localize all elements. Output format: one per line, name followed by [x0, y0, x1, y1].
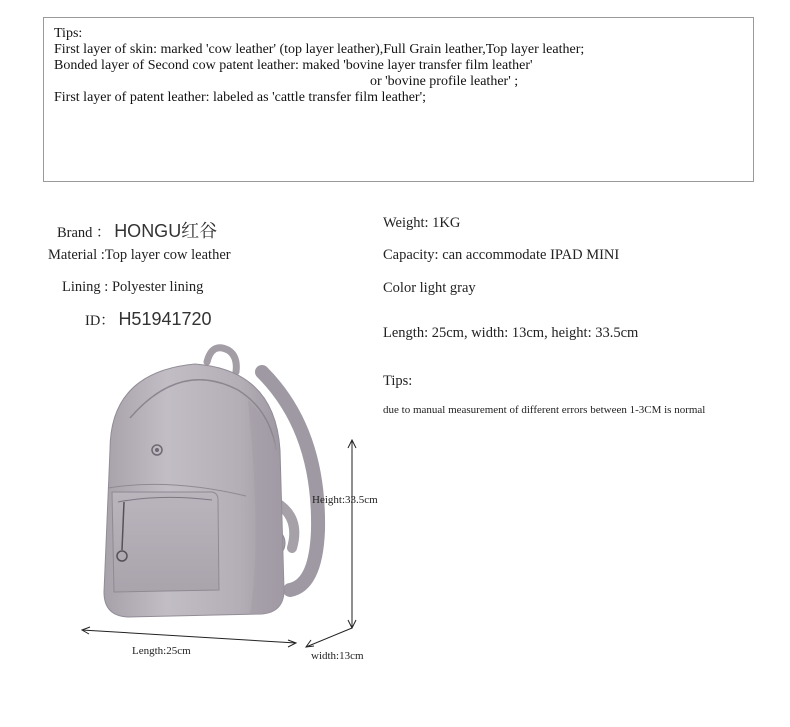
weight-text: Weight: 1KG [383, 215, 461, 231]
tips-line-3: or 'bovine profile leather' ; [370, 74, 519, 89]
tips-label: Tips: [383, 373, 413, 389]
brand-value: HONGU红谷 [114, 221, 218, 241]
brand-label: Brand ： [57, 225, 111, 241]
height-label: Height:33.5cm [312, 494, 378, 506]
length-dimension-line [82, 630, 296, 643]
width-dimension-line [306, 628, 352, 647]
id-value: H51941720 [118, 309, 212, 329]
tips-title: Tips: [54, 26, 83, 41]
capacity-text: Capacity: can accommodate IPAD MINI [383, 247, 620, 263]
lining-value: Polyester lining [111, 279, 204, 295]
width-label: width:13cm [311, 650, 364, 662]
id-label: ID： [85, 313, 115, 329]
tips-note: due to manual measurement of different errors between 1-3CM is normal [383, 404, 706, 416]
material-value: Top layer cow leather [104, 247, 231, 263]
tips-line-4: First layer of patent leather: labeled as 'cattle transfer film leather'; [54, 90, 426, 105]
length-label: Length:25cm [132, 645, 191, 657]
color-text: Color light gray [383, 280, 476, 296]
lining-label: Lining : [62, 279, 109, 295]
tips-line-1: First layer of skin: marked 'cow leather' (top layer leather),Full Grain leather,Top layer leather; [54, 42, 585, 57]
material-label: Material : [48, 247, 105, 263]
tips-line-2: Bonded layer of Second cow patent leather: maked 'bovine layer transfer film leather' [54, 58, 533, 73]
front-pocket [112, 492, 219, 592]
size-text: Length: 25cm, width: 13cm, height: 33.5cm [383, 325, 639, 341]
